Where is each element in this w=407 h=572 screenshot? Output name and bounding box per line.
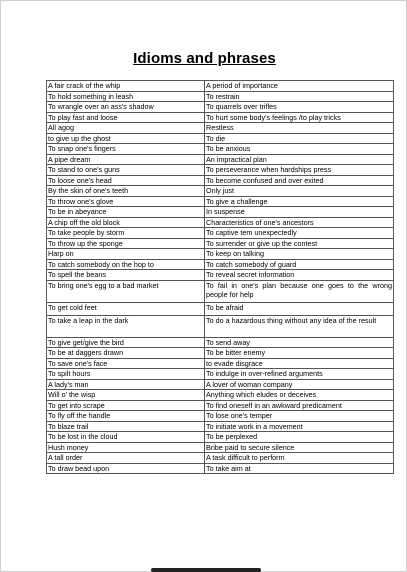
table-row: [47, 400, 394, 411]
meaning-cell: Characteristics of one's ancestors: [205, 217, 394, 228]
idiom-cell: A tall order: [47, 453, 205, 464]
idiom-cell: To be in abeyance: [47, 207, 205, 218]
idiom-cell: To draw bead upon: [47, 463, 205, 474]
meaning-cell: To be afraid: [205, 302, 394, 315]
idiom-cell: To blaze trail: [47, 421, 205, 432]
idiom-cell: To get cold feet: [47, 302, 205, 315]
idiom-cell: A fair crack of the whip: [47, 81, 205, 92]
table-row: [47, 259, 394, 270]
meaning-cell: To hurt some body's feelings /to play tricks: [205, 112, 394, 123]
idiom-cell: To catch somebody on the hop to: [47, 259, 205, 270]
table-row: [47, 186, 394, 197]
table-row: [47, 337, 394, 348]
table-row: [47, 453, 394, 464]
table-row: [47, 207, 394, 218]
meaning-cell: To die: [205, 133, 394, 144]
table-row: [47, 249, 394, 260]
meaning-cell: To perseverance when hardships press: [205, 165, 394, 176]
idiom-cell: Harp on: [47, 249, 205, 260]
idiom-cell: To fly off the handle: [47, 411, 205, 422]
idiom-cell: To throw one's glove: [47, 196, 205, 207]
table-row: [47, 196, 394, 207]
meaning-cell: To initiate work in a movement: [205, 421, 394, 432]
table-row: [47, 112, 394, 123]
page-title: Idioms and phrases: [133, 50, 276, 67]
table-row: [47, 348, 394, 359]
table-row: [47, 81, 394, 92]
meaning-cell: To become confused and over exited: [205, 175, 394, 186]
meaning-cell: Restless: [205, 123, 394, 134]
idiom-cell: All agog: [47, 123, 205, 134]
idiom-cell: To throw up the sponge: [47, 238, 205, 249]
meaning-cell: To be anxious: [205, 144, 394, 155]
meaning-cell: An impractical plan: [205, 154, 394, 165]
table-row: [47, 369, 394, 380]
idiom-cell: To spell the beans: [47, 270, 205, 281]
idiom-cell: By the skin of one's teeth: [47, 186, 205, 197]
idiom-cell: To be lost in the cloud: [47, 432, 205, 443]
meaning-cell: A lover of woman company: [205, 379, 394, 390]
table-row: [47, 280, 394, 302]
meaning-cell: To catch somebody of guard: [205, 259, 394, 270]
meaning-cell: A period of importance: [205, 81, 394, 92]
idiom-cell: To take a leap in the dark: [47, 315, 205, 337]
table-row: [47, 238, 394, 249]
idiom-cell: Hush money: [47, 442, 205, 453]
idiom-cell: To get into scrape: [47, 400, 205, 411]
table-row: [47, 133, 394, 144]
idiom-cell: To give get/give the bird: [47, 337, 205, 348]
meaning-cell: Anything which eludes or deceives: [205, 390, 394, 401]
idiom-cell: To be at daggers drawn: [47, 348, 205, 359]
meaning-cell: To keep on talking: [205, 249, 394, 260]
meaning-cell: Only just: [205, 186, 394, 197]
table-row: [47, 228, 394, 239]
idiom-cell: To take people by storm: [47, 228, 205, 239]
table-row: [47, 411, 394, 422]
meaning-cell: To send away: [205, 337, 394, 348]
scroll-indicator: [151, 568, 261, 572]
idiom-cell: to give up the ghost: [47, 133, 205, 144]
meaning-cell: To do a hazardous thing without any idea of the result: [205, 315, 394, 337]
idiom-cell: To wrangle over an ass's shadow: [47, 102, 205, 113]
idiom-cell: To loose one's head: [47, 175, 205, 186]
idiom-cell: To bring one's egg to a bad market: [47, 280, 205, 302]
table-row: [47, 302, 394, 315]
meaning-cell: to evade disgrace: [205, 358, 394, 369]
meaning-cell: In suspense: [205, 207, 394, 218]
table-row: [47, 315, 394, 337]
idioms-table: [46, 80, 394, 474]
idiom-cell: To spilt hours: [47, 369, 205, 380]
table-row: [47, 463, 394, 474]
idiom-cell: To play fast and loose: [47, 112, 205, 123]
table-row: [47, 379, 394, 390]
table-row: [47, 421, 394, 432]
table-row: [47, 442, 394, 453]
meaning-cell: Bribe paid to secure silence: [205, 442, 394, 453]
meaning-cell: To fail in one's plan because one goes to the wrong people for help: [205, 280, 394, 302]
table-row: [47, 91, 394, 102]
meaning-cell: To lose one's temper: [205, 411, 394, 422]
table-row: [47, 144, 394, 155]
meaning-cell: To take aim at: [205, 463, 394, 474]
meaning-cell: To indulge in over-refined arguments: [205, 369, 394, 380]
idioms-table-body: [47, 81, 394, 474]
idiom-cell: To save one's face: [47, 358, 205, 369]
meaning-cell: A task difficult to perform: [205, 453, 394, 464]
idiom-cell: To snap one's fingers: [47, 144, 205, 155]
table-row: [47, 123, 394, 134]
table-row: [47, 102, 394, 113]
table-row: [47, 165, 394, 176]
idiom-cell: A lady's man: [47, 379, 205, 390]
meaning-cell: To be bitter enemy: [205, 348, 394, 359]
table-row: [47, 154, 394, 165]
table-row: [47, 217, 394, 228]
meaning-cell: To quarrels over trifles: [205, 102, 394, 113]
meaning-cell: To surrender or give up the contest: [205, 238, 394, 249]
table-row: [47, 358, 394, 369]
idiom-cell: A pipe dream: [47, 154, 205, 165]
meaning-cell: To give a challenge: [205, 196, 394, 207]
meaning-cell: To captive tem unexpectedly: [205, 228, 394, 239]
table-row: [47, 432, 394, 443]
meaning-cell: To find oneself in an awkward predicament: [205, 400, 394, 411]
idiom-cell: To hold something in leash: [47, 91, 205, 102]
table-row: [47, 175, 394, 186]
idiom-cell: A chip off the old block: [47, 217, 205, 228]
meaning-cell: To reveal secret information: [205, 270, 394, 281]
idiom-cell: Will o' the wisp: [47, 390, 205, 401]
meaning-cell: To be perplexed: [205, 432, 394, 443]
table-row: [47, 270, 394, 281]
table-row: [47, 390, 394, 401]
idiom-cell: To stand to one's guns: [47, 165, 205, 176]
meaning-cell: To restrain: [205, 91, 394, 102]
